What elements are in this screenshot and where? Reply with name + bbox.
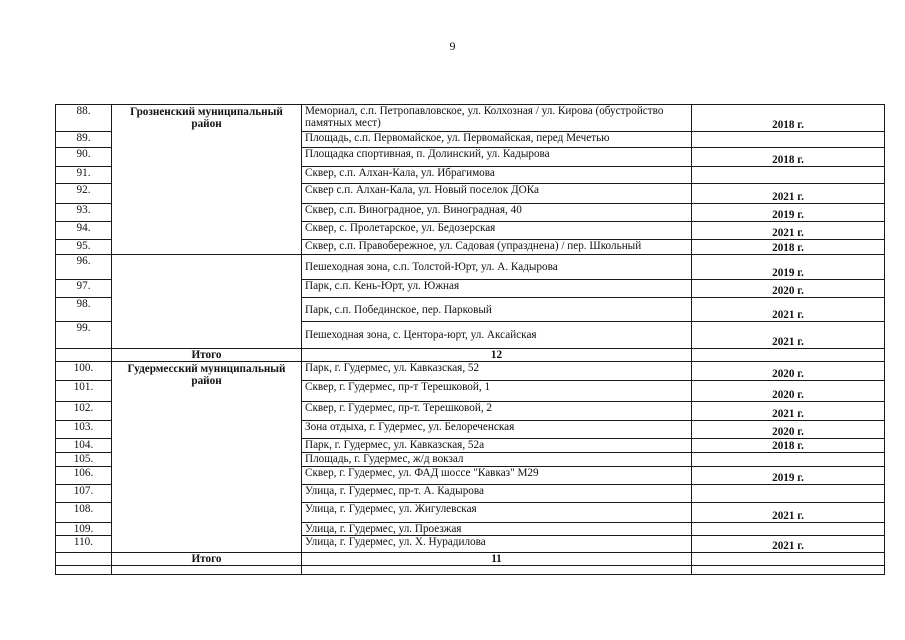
table-row <box>56 362 885 381</box>
district-name: Гудермесский муниципальный район <box>112 362 302 553</box>
row-number: 91. <box>56 167 112 184</box>
row-number: 106. <box>56 467 112 485</box>
object-name: Парк, с.п. Кень-Юрт, ул. Южная <box>302 280 692 298</box>
object-name: Улица, г. Гудермес, ул. Жигулевская <box>302 503 692 523</box>
empty-cell <box>692 566 885 575</box>
empty-cell <box>302 566 692 575</box>
completion-year: 2021 г. <box>692 402 885 421</box>
row-number: 102. <box>56 402 112 421</box>
row-number: 99. <box>56 322 112 349</box>
total-label: Итого <box>112 553 302 566</box>
table-row <box>56 255 885 280</box>
district-name-empty <box>112 255 302 349</box>
completion-year <box>692 523 885 536</box>
row-number: 110. <box>56 536 112 553</box>
completion-year: 2018 г. <box>692 148 885 167</box>
object-name: Сквер, г. Гудермес, ул. ФАД шоссе "Кавказ" М29 <box>302 467 692 485</box>
completion-year: 2019 г. <box>692 204 885 222</box>
row-number: 105. <box>56 453 112 467</box>
object-name: Мемориал, с.п. Петропавловское, ул. Колхозная / ул. Кирова (обустройство памятных мест) <box>302 105 692 132</box>
total-year-empty <box>692 349 885 362</box>
completion-year: 2021 г. <box>692 322 885 349</box>
table-row <box>56 105 885 132</box>
completion-year: 2020 г. <box>692 280 885 298</box>
total-year-empty <box>692 553 885 566</box>
completion-year: 2019 г. <box>692 255 885 280</box>
total-num-empty <box>56 349 112 362</box>
completion-year: 2019 г. <box>692 467 885 485</box>
row-number: 92. <box>56 184 112 204</box>
object-name: Парк, г. Гудермес, ул. Кавказская, 52а <box>302 439 692 453</box>
empty-cell <box>56 566 112 575</box>
row-number: 89. <box>56 132 112 148</box>
total-row <box>56 553 885 566</box>
completion-year <box>692 485 885 503</box>
completion-year: 2020 г. <box>692 362 885 381</box>
completion-year: 2021 г. <box>692 184 885 204</box>
row-number: 108. <box>56 503 112 523</box>
object-name: Парк, с.п. Побединское, пер. Парковый <box>302 298 692 322</box>
row-number: 100. <box>56 362 112 381</box>
total-count: 11 <box>302 553 692 566</box>
district-name: Грозненский муниципальный район <box>112 105 302 255</box>
object-name: Сквер, с.п. Правобережное, ул. Садовая (упразднена) / пер. Школьный <box>302 240 692 255</box>
total-label: Итого <box>112 349 302 362</box>
object-name: Сквер, с. Пролетарское, ул. Бедозерская <box>302 222 692 240</box>
completion-year: 2021 г. <box>692 536 885 553</box>
object-name: Парк, г. Гудермес, ул. Кавказская, 52 <box>302 362 692 381</box>
total-num-empty <box>56 553 112 566</box>
object-name: Пешеходная зона, с. Центора-юрт, ул. Аксайская <box>302 322 692 349</box>
completion-year <box>692 132 885 148</box>
object-name: Площадка спортивная, п. Долинский, ул. Кадырова <box>302 148 692 167</box>
page-number: 9 <box>449 39 456 53</box>
row-number: 98. <box>56 298 112 322</box>
object-name: Зона отдыха, г. Гудермес, ул. Белореченская <box>302 421 692 439</box>
empty-row <box>56 566 885 575</box>
object-name: Пешеходная зона, с.п. Толстой-Юрт, ул. А. Кадырова <box>302 255 692 280</box>
completion-year: 2021 г. <box>692 298 885 322</box>
completion-year <box>692 167 885 184</box>
empty-cell <box>112 566 302 575</box>
row-number: 96. <box>56 255 112 280</box>
row-number: 103. <box>56 421 112 439</box>
completion-year: 2021 г. <box>692 503 885 523</box>
object-name: Сквер, с.п. Виноградное, ул. Виноградная, 40 <box>302 204 692 222</box>
row-number: 88. <box>56 105 112 132</box>
row-number: 93. <box>56 204 112 222</box>
row-number: 97. <box>56 280 112 298</box>
total-count: 12 <box>302 349 692 362</box>
object-name: Сквер, г. Гудермес, пр-т. Терешковой, 2 <box>302 402 692 421</box>
row-number: 101. <box>56 381 112 402</box>
object-name: Улица, г. Гудермес, ул. Х. Нурадилова <box>302 536 692 553</box>
row-number: 109. <box>56 523 112 536</box>
object-name: Сквер, с.п. Алхан-Кала, ул. Ибрагимова <box>302 167 692 184</box>
completion-year: 2020 г. <box>692 381 885 402</box>
completion-year: 2018 г. <box>692 439 885 453</box>
row-number: 95. <box>56 240 112 255</box>
row-number: 107. <box>56 485 112 503</box>
object-name: Сквер, г. Гудермес, пр-т Терешковой, 1 <box>302 381 692 402</box>
row-number: 104. <box>56 439 112 453</box>
completion-year: 2020 г. <box>692 421 885 439</box>
object-name: Площадь, с.п. Первомайское, ул. Первомайская, перед Мечетью <box>302 132 692 148</box>
object-name: Сквер с.п. Алхан-Кала, ул. Новый поселок ДОКа <box>302 184 692 204</box>
object-name: Улица, г. Гудермес, пр-т. А. Кадырова <box>302 485 692 503</box>
row-number: 94. <box>56 222 112 240</box>
completion-year <box>692 453 885 467</box>
improvement-objects-table <box>55 104 885 575</box>
total-row <box>56 349 885 362</box>
object-name: Площадь, г. Гудермес, ж/д вокзал <box>302 453 692 467</box>
completion-year: 2021 г. <box>692 222 885 240</box>
row-number: 90. <box>56 148 112 167</box>
object-name: Улица, г. Гудермес, ул. Проезжая <box>302 523 692 536</box>
completion-year: 2018 г. <box>692 240 885 255</box>
completion-year: 2018 г. <box>692 105 885 132</box>
